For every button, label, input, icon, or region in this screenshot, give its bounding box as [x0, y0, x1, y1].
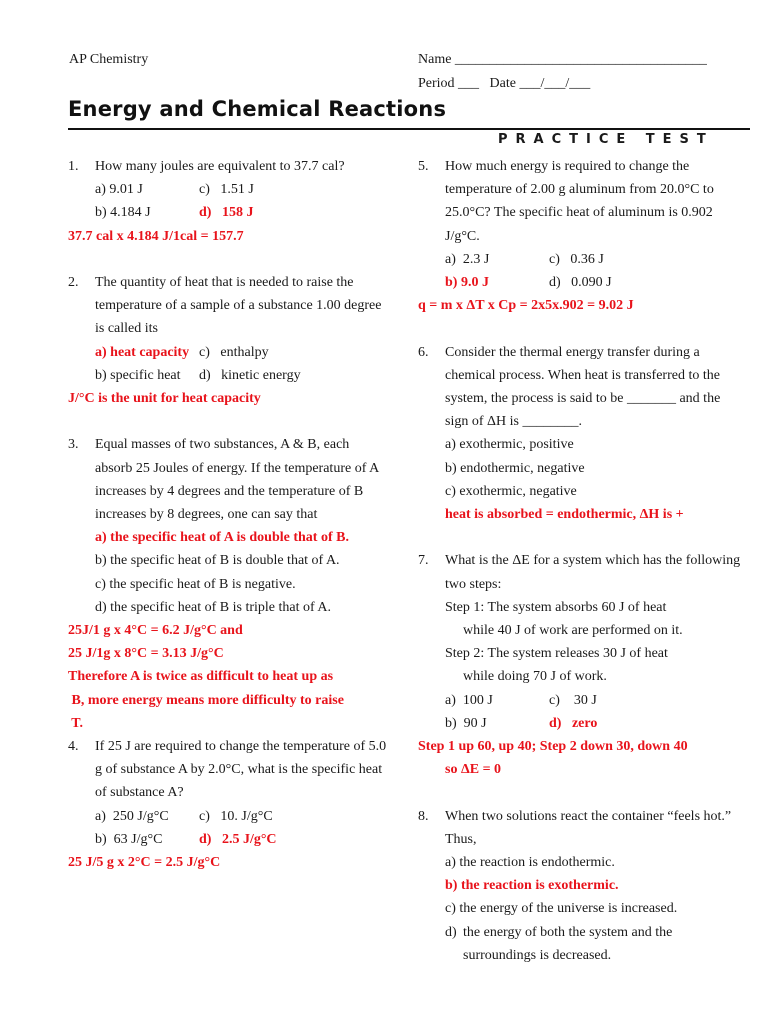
title-divider: [68, 128, 750, 130]
option-c: c) 1.51 J: [199, 182, 254, 198]
question-text: When two solutions react the container “feels hot.” Thus,: [445, 808, 732, 847]
option-a: a) the reaction is endothermic.: [445, 855, 615, 871]
question-7: [418, 549, 743, 781]
question-number: 6.: [418, 344, 429, 360]
step-1: Step 1: The system absorbs 60 J of heat: [445, 599, 667, 615]
answer-explanation: Step 1 up 60, up 40; Step 2 down 30, down 40: [418, 739, 688, 755]
question-text: How many joules are equivalent to 37.7 cal?: [95, 159, 345, 174]
option-a: a) 250 J/g°C: [95, 808, 169, 824]
answer-explanation: 25 J/1g x 8°C = 3.13 J/g°C: [68, 646, 224, 662]
option-d-correct: d) 2.5 J/g°C: [199, 831, 277, 847]
answer-explanation: T.: [68, 715, 84, 731]
question-number: 5.: [418, 159, 429, 174]
question-5: [418, 155, 743, 317]
option-d: the energy of both the system and the surroundings is decreased.: [463, 924, 673, 963]
question-text: The quantity of heat that is needed to raise the temperature of a sample of a substance 1.00 degree is called its: [95, 275, 382, 337]
answer-explanation: B, more energy means more difficulty to raise: [68, 692, 344, 708]
answer-explanation: so ΔE = 0: [445, 762, 502, 778]
option-a: a) 9.01 J: [95, 182, 143, 198]
question-4: [68, 735, 388, 874]
option-c: c) the energy of the universe is increased.: [445, 901, 678, 917]
option-b-correct: b) the reaction is exothermic.: [445, 878, 619, 894]
step-2-continued: while doing 70 J of work.: [463, 669, 607, 685]
answer-explanation: 25J/1 g x 4°C = 6.2 J/g°C and: [68, 623, 243, 639]
question-text: Equal masses of two substances, A & B, each absorb 25 Joules of energy. If the temperature of A increases by 4 degrees and the temperature of B increases by 8 degrees, one can say that: [95, 437, 379, 523]
option-d-correct: d) zero: [549, 715, 598, 731]
option-a: a) 100 J: [445, 692, 493, 708]
option-c: c) 10. J/g°C: [199, 808, 273, 824]
option-d-correct: d) 158 J: [199, 205, 254, 221]
option-d-label: d): [445, 924, 457, 940]
answer-explanation: J/°C is the unit for heat capacity: [68, 391, 261, 407]
option-c: c) the specific heat of B is negative.: [95, 576, 296, 592]
option-b: b) endothermic, negative: [445, 460, 585, 476]
option-d: d) kinetic energy: [199, 367, 301, 383]
answer-explanation: heat is absorbed = endothermic, ΔH is +: [445, 507, 684, 523]
option-b-correct: b) 9.0 J: [445, 275, 489, 291]
page-subtitle: PRACTICE TEST: [498, 132, 714, 147]
option-a: a) exothermic, positive: [445, 437, 574, 453]
page-title: Energy and Chemical Reactions: [68, 97, 447, 121]
question-number: 2.: [68, 275, 79, 290]
step-1-continued: while 40 J of work are performed on it.: [463, 623, 683, 639]
right-column: [418, 155, 743, 967]
question-1: [68, 155, 388, 248]
question-3: [68, 433, 388, 735]
answer-explanation: 37.7 cal x 4.184 J/1cal = 157.7: [68, 228, 244, 244]
option-a-correct: a) heat capacity: [95, 344, 190, 360]
question-text: If 25 J are required to change the temperature of 5.0 g of substance A by 2.0°C, what is the specific heat of substance A?: [95, 739, 387, 801]
question-2: [68, 271, 388, 410]
period-date-field: Period ___ Date ___/___/___: [418, 76, 591, 91]
answer-explanation: q = m x ΔT x Cp = 2x5x.902 = 9.02 J: [418, 298, 634, 314]
question-6: [418, 341, 743, 527]
question-number: 7.: [418, 553, 429, 569]
question-text: How much energy is required to change the temperature of 2.00 g aluminum from 20.0°C to 25.0°C? The specific heat of aluminum is 0.902 J/g°C.: [445, 159, 714, 244]
left-column: [68, 155, 388, 874]
option-a-correct: a) the specific heat of A is double that of B.: [95, 530, 349, 546]
option-c: c) exothermic, negative: [445, 483, 577, 499]
name-field: Name ____________________________________: [418, 52, 707, 67]
option-c: c) 30 J: [549, 692, 597, 708]
question-number: 4.: [68, 739, 79, 755]
option-d: d) the specific heat of B is triple that of A.: [95, 599, 331, 615]
answer-explanation: 25 J/5 g x 2°C = 2.5 J/g°C: [68, 855, 221, 871]
question-8: [418, 805, 743, 967]
option-a: a) 2.3 J: [445, 251, 490, 267]
option-b: b) 63 J/g°C: [95, 831, 163, 847]
option-b: b) the specific heat of B is double that of A.: [95, 553, 340, 569]
question-number: 8.: [418, 808, 429, 824]
question-text: Consider the thermal energy transfer during a chemical process. When heat is transferred to the system, the process is said to be _______ and the sign of ΔH is ________.: [445, 344, 721, 430]
question-text: What is the ΔE for a system which has the following two steps:: [445, 553, 741, 592]
option-b: b) specific heat: [95, 367, 181, 383]
option-c: c) enthalpy: [199, 344, 269, 360]
option-d: d) 0.090 J: [549, 275, 612, 291]
option-c: c) 0.36 J: [549, 251, 604, 267]
option-b: b) 90 J: [445, 715, 487, 731]
option-b: b) 4.184 J: [95, 205, 151, 221]
question-number: 1.: [68, 159, 79, 174]
question-number: 3.: [68, 437, 79, 453]
step-2: Step 2: The system releases 30 J of heat: [445, 646, 668, 662]
course-name: AP Chemistry: [69, 52, 149, 67]
answer-explanation: Therefore A is twice as difficult to heat up as: [68, 669, 334, 685]
